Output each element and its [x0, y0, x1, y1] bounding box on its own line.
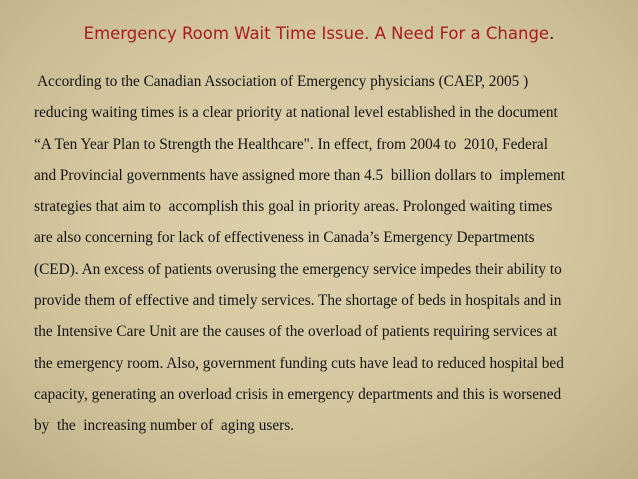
body-line: the Intensive Care Unit are the causes of the overload of patients requiring services at — [34, 323, 558, 341]
body-line: the emergency room. Also, government funding cuts have lead to reduced hospital bed — [34, 354, 564, 372]
slide-body — [34, 66, 614, 442]
slide-title — [0, 24, 638, 43]
body-line: reducing waiting times is a clear priority at national level established in the document — [34, 104, 558, 122]
slide-title-text: Emergency Room Wait Time Issue. A Need For a Change — [83, 24, 550, 43]
body-line: capacity, generating an overload crisis in emergency departments and this is worsened — [34, 385, 562, 403]
body-line: (CED). An excess of patients overusing the emergency service impedes their ability to — [34, 260, 562, 278]
body-line: by the increasing number of aging users. — [34, 417, 294, 435]
body-line: provide them of effective and timely services. The shortage of beds in hospitals and in — [34, 292, 562, 310]
slide-title-period: . — [549, 24, 555, 43]
body-line: and Provincial governments have assigned more than 4.5 billion dollars to implement — [34, 166, 566, 184]
body-line: strategies that aim to accomplish this goal in priority areas. Prolonged waiting times — [34, 198, 553, 216]
body-line: According to the Canadian Association of Emergency physicians (CAEP, 2005 ) — [34, 73, 529, 90]
body-line: “A Ten Year Plan to Strength the Healthcare". In effect, from 2004 to 2010, Federal — [34, 135, 548, 153]
body-line: are also concerning for lack of effectiveness in Canada’s Emergency Departments — [34, 229, 535, 247]
